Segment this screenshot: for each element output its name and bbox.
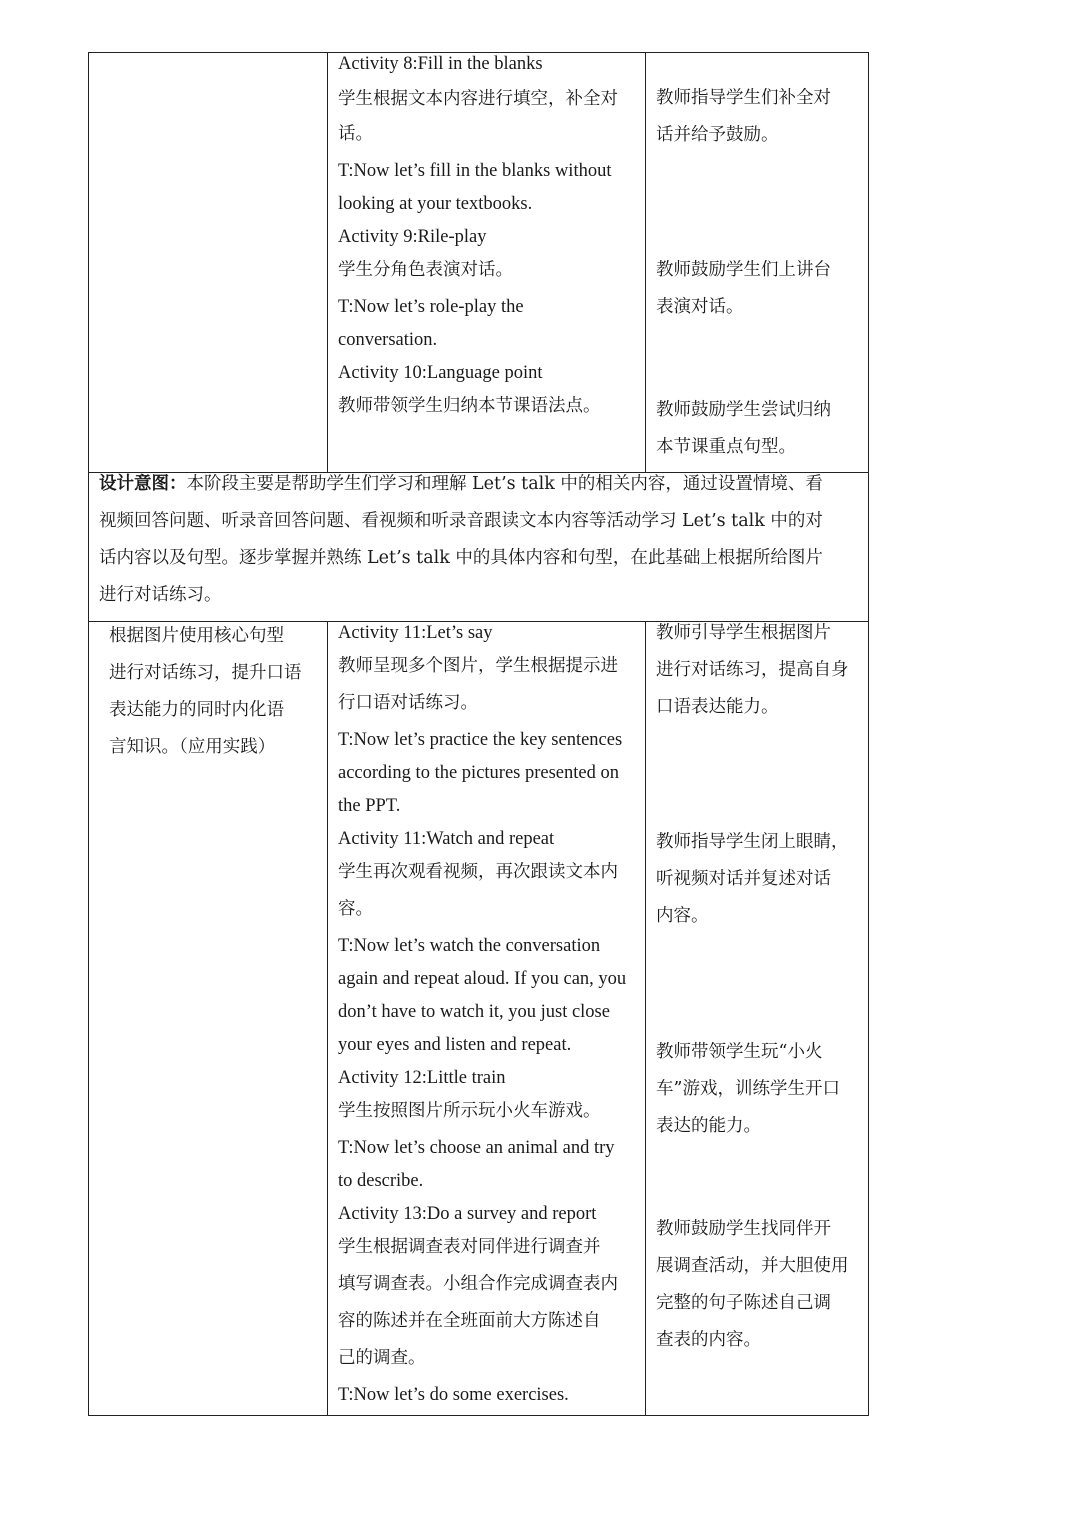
teacher-text: 教师鼓励学生找同伴开: [656, 1219, 831, 1239]
goal-text: 根据图片使用核心句型: [109, 626, 284, 646]
teacher-text: 教师引导学生根据图片: [656, 623, 831, 643]
teacher-cell: [646, 622, 869, 1416]
teacher-text: 进行对话练习，提高自身: [656, 660, 849, 680]
activity-title: Activity 11:Let’s say: [338, 623, 493, 643]
table-row: [89, 622, 869, 1416]
activity-text: 己的调查。: [338, 1348, 426, 1368]
design-intent-line: [99, 473, 868, 495]
activity-text: 行口语对话练习。: [338, 693, 478, 713]
activity-text: T:Now let’s watch the conversation: [338, 936, 601, 956]
activity-text: 教师带领学生归纳本节课语法点。: [338, 396, 601, 416]
activity-text: 学生按照图片所示玩小火车游戏。: [338, 1101, 601, 1121]
teacher-text: 话并给予鼓励。: [656, 125, 779, 145]
teacher-text: 表达的能力。: [656, 1116, 761, 1136]
goal-text: 言知识。（应用实践）: [109, 737, 276, 757]
activity-title: Activity 13:Do a survey and report: [338, 1204, 597, 1224]
activity-text: T:Now let’s choose an animal and try: [338, 1138, 615, 1158]
table-row: [89, 473, 869, 622]
teacher-text: 教师指导学生们补全对: [656, 88, 831, 108]
teacher-text: 表演对话。: [656, 297, 744, 317]
activity-text: 容的陈述并在全班面前大方陈述自: [338, 1311, 601, 1331]
activity-title: Activity 10:Language point: [338, 363, 543, 383]
teacher-text: 口语表达能力。: [656, 697, 779, 717]
activity-text: 学生根据文本内容进行填空，补全对: [338, 89, 618, 109]
goal-cell-empty: [89, 53, 328, 473]
activity-text: looking at your textbooks.: [338, 194, 533, 214]
teacher-text: 本节课重点句型。: [656, 437, 796, 457]
activity-text: T:Now let’s do some exercises.: [338, 1385, 569, 1405]
activity-text: 填写调查表。小组合作完成调查表内: [338, 1274, 618, 1294]
lesson-plan-table: [88, 52, 869, 1416]
activity-text: 容。: [338, 899, 373, 919]
activity-text: 学生根据调查表对同伴进行调查并: [338, 1237, 601, 1257]
activity-text: the PPT.: [338, 796, 401, 816]
teacher-text: 听视频对话并复述对话: [656, 869, 831, 889]
activity-text: 学生再次观看视频，再次跟读文本内: [338, 862, 618, 882]
teacher-text: 完整的句子陈述自己调: [656, 1293, 831, 1313]
design-intent-text: 话内容以及句型。逐步掌握并熟练 Let’s talk 中的具体内容和句型，在此基础上根据所给图片: [99, 548, 823, 568]
design-intent-text: 视频回答问题、听录音回答问题、看视频和听录音跟读文本内容等活动学习 Let’s talk 中的对: [99, 511, 823, 531]
teacher-text: 查表的内容。: [656, 1330, 761, 1350]
activity-text: T:Now let’s practice the key sentences: [338, 730, 623, 750]
activity-text: T:Now let’s fill in the blanks without: [338, 161, 612, 181]
activity-text: don’t have to watch it, you just close: [338, 1002, 610, 1022]
teacher-text: 教师带领学生玩“小火: [656, 1042, 823, 1062]
activity-text: to describe.: [338, 1171, 424, 1191]
activity-text: according to the pictures presented on: [338, 763, 619, 783]
goal-text: 表达能力的同时内化语: [109, 700, 284, 720]
teacher-text: 教师鼓励学生尝试归纳: [656, 400, 831, 420]
activity-text: T:Now let’s role-play the: [338, 297, 524, 317]
teacher-text: 车”游戏，训练学生开口: [656, 1079, 840, 1099]
design-intent-label: 设计意图：: [99, 474, 187, 494]
activity-title: Activity 11:Watch and repeat: [338, 829, 555, 849]
activity-text: your eyes and listen and repeat.: [338, 1035, 572, 1055]
activity-text: 学生分角色表演对话。: [338, 260, 513, 280]
activity-title: Activity 8:Fill in the blanks: [338, 54, 543, 74]
design-intent-cell: [89, 473, 869, 622]
table-row: [89, 53, 869, 473]
design-intent-text: 本阶段主要是帮助学生们学习和理解 Let’s talk 中的相关内容，通过设置情境、看: [186, 474, 823, 494]
goal-cell: [89, 622, 328, 1416]
teacher-text: 内容。: [656, 906, 709, 926]
activities-cell: [328, 622, 646, 1416]
activity-title: Activity 12:Little train: [338, 1068, 506, 1088]
activity-title: Activity 9:Rile-play: [338, 227, 487, 247]
activity-text: 话。: [338, 124, 373, 144]
teacher-text: 教师指导学生闭上眼睛，: [656, 832, 849, 852]
teacher-text: 展调查活动，并大胆使用: [656, 1256, 849, 1276]
teacher-text: 教师鼓励学生们上讲台: [656, 260, 831, 280]
design-intent-text: 进行对话练习。: [99, 585, 222, 605]
activity-text: conversation.: [338, 330, 438, 350]
goal-text: 进行对话练习，提升口语: [109, 663, 302, 683]
activity-text: again and repeat aloud. If you can, you: [338, 969, 627, 989]
activities-cell: [328, 53, 646, 473]
teacher-cell: [646, 53, 869, 473]
activity-text: 教师呈现多个图片，学生根据提示进: [338, 656, 618, 676]
